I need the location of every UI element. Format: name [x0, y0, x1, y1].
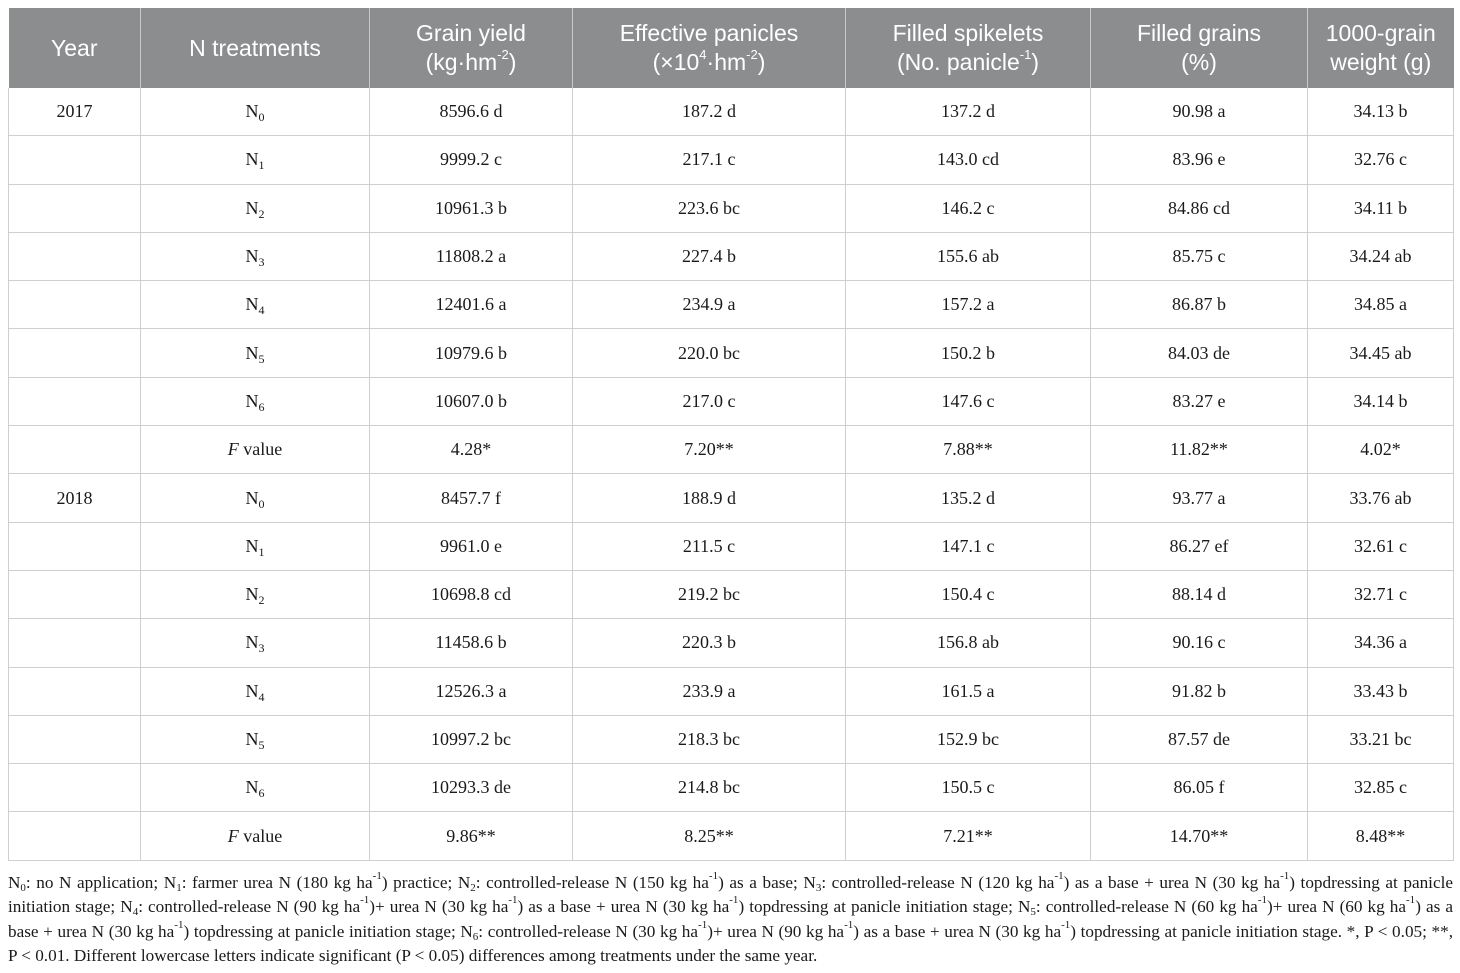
cell-yield: 8596.6 d — [370, 88, 573, 136]
cell-treatment: F value — [141, 426, 370, 474]
table-footnote: $N_0$: no N application; $N_1$: farmer urea N (180 kg $ha^{-1}$) practice; $N_2$: controlled-release N (150 kg $ha^{-1}$) as a base; $N_3$: controlled-release N (120 kg $ha^{-1}$) as a base + urea N (30 kg $ha^{-1}$) topdressing at panicle initiation stage; $N_4$: controlled-release N (90 kg $ha^{-1})+$ urea N (30 kg $ha^{-1}$) as a base + urea N (30 kg $ha^{-1}$) topdressing at panicle initiation stage; $N_5$: controlled-release N (60 kg $ha^{-1})+$ urea N (60 kg $ha^{-1}$) as a base + urea N (30 kg $ha^{-1}$) topdressing at panicle initiation stage; $N_6$: controlled-release N (30 kg $ha^{-1})+$ urea N (90 kg $ha^{-1}$) as a base + urea N (30 kg $ha^{-1}$) topdressing at panicle initiation stage. *, P < 0.05; **, P < 0.01. Different lowercase letters indicate significant (P < 0.05) differences among treatments under the same year. — [8, 869, 1454, 966]
cell-grains: 14.70** — [1091, 812, 1308, 860]
cell-year — [9, 329, 141, 377]
cell-spikelets: 143.0 cd — [846, 136, 1091, 184]
cell-weight: 34.11 b — [1308, 184, 1454, 232]
cell-weight: 34.14 b — [1308, 377, 1454, 425]
cell-treatment: $N_0$ — [141, 88, 370, 136]
cell-treatment: $N_2$ — [141, 570, 370, 618]
header-grain-yield: Grain yield $(kg\cdot hm^{-2})$ — [370, 8, 573, 88]
cell-yield: 12401.6 a — [370, 281, 573, 329]
cell-weight: 32.85 c — [1308, 764, 1454, 812]
table-row — [9, 136, 1454, 184]
cell-weight: 8.48** — [1308, 812, 1454, 860]
cell-spikelets: 157.2 a — [846, 281, 1091, 329]
cell-spikelets: 155.6 ab — [846, 232, 1091, 280]
cell-year: 2018 — [9, 474, 141, 522]
cell-weight: 34.24 ab — [1308, 232, 1454, 280]
table-row — [9, 570, 1454, 618]
cell-panicles: 219.2 bc — [573, 570, 846, 618]
cell-panicles: 211.5 c — [573, 522, 846, 570]
table-row — [9, 184, 1454, 232]
table-row — [9, 667, 1454, 715]
cell-spikelets: 156.8 ab — [846, 619, 1091, 667]
cell-treatment: $N_2$ — [141, 184, 370, 232]
cell-panicles: 214.8 bc — [573, 764, 846, 812]
cell-yield: 4.28* — [370, 426, 573, 474]
table-row — [9, 281, 1454, 329]
header-effective-panicles: Effective panicles $(\times 10^4\cdot hm^{-2})$ — [573, 8, 846, 88]
cell-treatment: $N_5$ — [141, 329, 370, 377]
cell-spikelets: 150.4 c — [846, 570, 1091, 618]
cell-yield: 9961.0 e — [370, 522, 573, 570]
table-row — [9, 522, 1454, 570]
cell-panicles: 234.9 a — [573, 281, 846, 329]
cell-panicles: 218.3 bc — [573, 715, 846, 763]
table-page — [8, 8, 1453, 969]
table-row — [9, 619, 1454, 667]
cell-panicles: 220.0 bc — [573, 329, 846, 377]
table-row — [9, 764, 1454, 812]
cell-yield: 8457.7 f — [370, 474, 573, 522]
cell-spikelets: 161.5 a — [846, 667, 1091, 715]
cell-year — [9, 377, 141, 425]
table-row — [9, 232, 1454, 280]
cell-treatment: $N_4$ — [141, 281, 370, 329]
cell-year — [9, 136, 141, 184]
table-row — [9, 812, 1454, 860]
cell-grains: 90.98 a — [1091, 88, 1308, 136]
table-row — [9, 426, 1454, 474]
cell-yield: 10698.8 cd — [370, 570, 573, 618]
header-year: Year — [9, 8, 141, 88]
cell-weight: 32.71 c — [1308, 570, 1454, 618]
cell-yield: 9.86** — [370, 812, 573, 860]
cell-year — [9, 184, 141, 232]
cell-yield: 10607.0 b — [370, 377, 573, 425]
cell-year — [9, 232, 141, 280]
table-row — [9, 474, 1454, 522]
cell-panicles: 227.4 b — [573, 232, 846, 280]
cell-weight: 34.45 ab — [1308, 329, 1454, 377]
cell-panicles: 217.1 c — [573, 136, 846, 184]
cell-yield: 10961.3 b — [370, 184, 573, 232]
table-row — [9, 377, 1454, 425]
cell-grains: 83.96 e — [1091, 136, 1308, 184]
cell-yield: 10293.3 de — [370, 764, 573, 812]
cell-year: 2017 — [9, 88, 141, 136]
cell-treatment: $N_3$ — [141, 619, 370, 667]
cell-treatment: $N_6$ — [141, 764, 370, 812]
cell-spikelets: 150.2 b — [846, 329, 1091, 377]
cell-grains: 91.82 b — [1091, 667, 1308, 715]
cell-treatment: $N_3$ — [141, 232, 370, 280]
cell-treatment: F value — [141, 812, 370, 860]
table-row — [9, 329, 1454, 377]
cell-spikelets: 137.2 d — [846, 88, 1091, 136]
cell-spikelets: 146.2 c — [846, 184, 1091, 232]
results-table — [8, 8, 1454, 861]
cell-grains: 11.82** — [1091, 426, 1308, 474]
cell-year — [9, 667, 141, 715]
cell-spikelets: 7.21** — [846, 812, 1091, 860]
cell-weight: 34.36 a — [1308, 619, 1454, 667]
cell-weight: 33.43 b — [1308, 667, 1454, 715]
cell-treatment: $N_5$ — [141, 715, 370, 763]
cell-panicles: 220.3 b — [573, 619, 846, 667]
cell-treatment: $N_0$ — [141, 474, 370, 522]
cell-panicles: 7.20** — [573, 426, 846, 474]
cell-spikelets: 7.88** — [846, 426, 1091, 474]
cell-grains: 86.87 b — [1091, 281, 1308, 329]
cell-yield: 12526.3 a — [370, 667, 573, 715]
header-filled-spikelets: Filled spikelets (No. panicle$^{-1}$) — [846, 8, 1091, 88]
cell-year — [9, 281, 141, 329]
cell-weight: 33.21 bc — [1308, 715, 1454, 763]
header-treatment: N treatments — [141, 8, 370, 88]
cell-yield: 11458.6 b — [370, 619, 573, 667]
cell-grains: 83.27 e — [1091, 377, 1308, 425]
cell-grains: 85.75 c — [1091, 232, 1308, 280]
cell-yield: 11808.2 a — [370, 232, 573, 280]
cell-panicles: 8.25** — [573, 812, 846, 860]
cell-grains: 87.57 de — [1091, 715, 1308, 763]
cell-year — [9, 715, 141, 763]
cell-weight: 4.02* — [1308, 426, 1454, 474]
cell-yield: 9999.2 c — [370, 136, 573, 184]
cell-spikelets: 147.1 c — [846, 522, 1091, 570]
cell-year — [9, 764, 141, 812]
cell-year — [9, 570, 141, 618]
cell-spikelets: 152.9 bc — [846, 715, 1091, 763]
cell-yield: 10997.2 bc — [370, 715, 573, 763]
cell-weight: 33.76 ab — [1308, 474, 1454, 522]
cell-spikelets: 135.2 d — [846, 474, 1091, 522]
cell-weight: 34.85 a — [1308, 281, 1454, 329]
cell-panicles: 187.2 d — [573, 88, 846, 136]
cell-panicles: 188.9 d — [573, 474, 846, 522]
cell-spikelets: 150.5 c — [846, 764, 1091, 812]
table-body — [9, 88, 1454, 860]
table-row — [9, 88, 1454, 136]
cell-weight: 34.13 b — [1308, 88, 1454, 136]
header-filled-grains: Filled grains (%) — [1091, 8, 1308, 88]
cell-grains: 84.86 cd — [1091, 184, 1308, 232]
table-row — [9, 715, 1454, 763]
cell-treatment: $N_1$ — [141, 522, 370, 570]
cell-grains: 86.27 ef — [1091, 522, 1308, 570]
cell-grains: 84.03 de — [1091, 329, 1308, 377]
cell-weight: 32.61 c — [1308, 522, 1454, 570]
cell-treatment: $N_4$ — [141, 667, 370, 715]
cell-weight: 32.76 c — [1308, 136, 1454, 184]
cell-grains: 90.16 c — [1091, 619, 1308, 667]
cell-spikelets: 147.6 c — [846, 377, 1091, 425]
cell-year — [9, 619, 141, 667]
cell-panicles: 223.6 bc — [573, 184, 846, 232]
header-row — [9, 8, 1454, 88]
cell-yield: 10979.6 b — [370, 329, 573, 377]
cell-year — [9, 522, 141, 570]
cell-year — [9, 426, 141, 474]
cell-grains: 86.05 f — [1091, 764, 1308, 812]
header-1000-grain-weight: 1000-grain weight (g) — [1308, 8, 1454, 88]
cell-grains: 93.77 a — [1091, 474, 1308, 522]
cell-grains: 88.14 d — [1091, 570, 1308, 618]
cell-panicles: 233.9 a — [573, 667, 846, 715]
cell-year — [9, 812, 141, 860]
cell-treatment: $N_6$ — [141, 377, 370, 425]
cell-panicles: 217.0 c — [573, 377, 846, 425]
cell-treatment: $N_1$ — [141, 136, 370, 184]
